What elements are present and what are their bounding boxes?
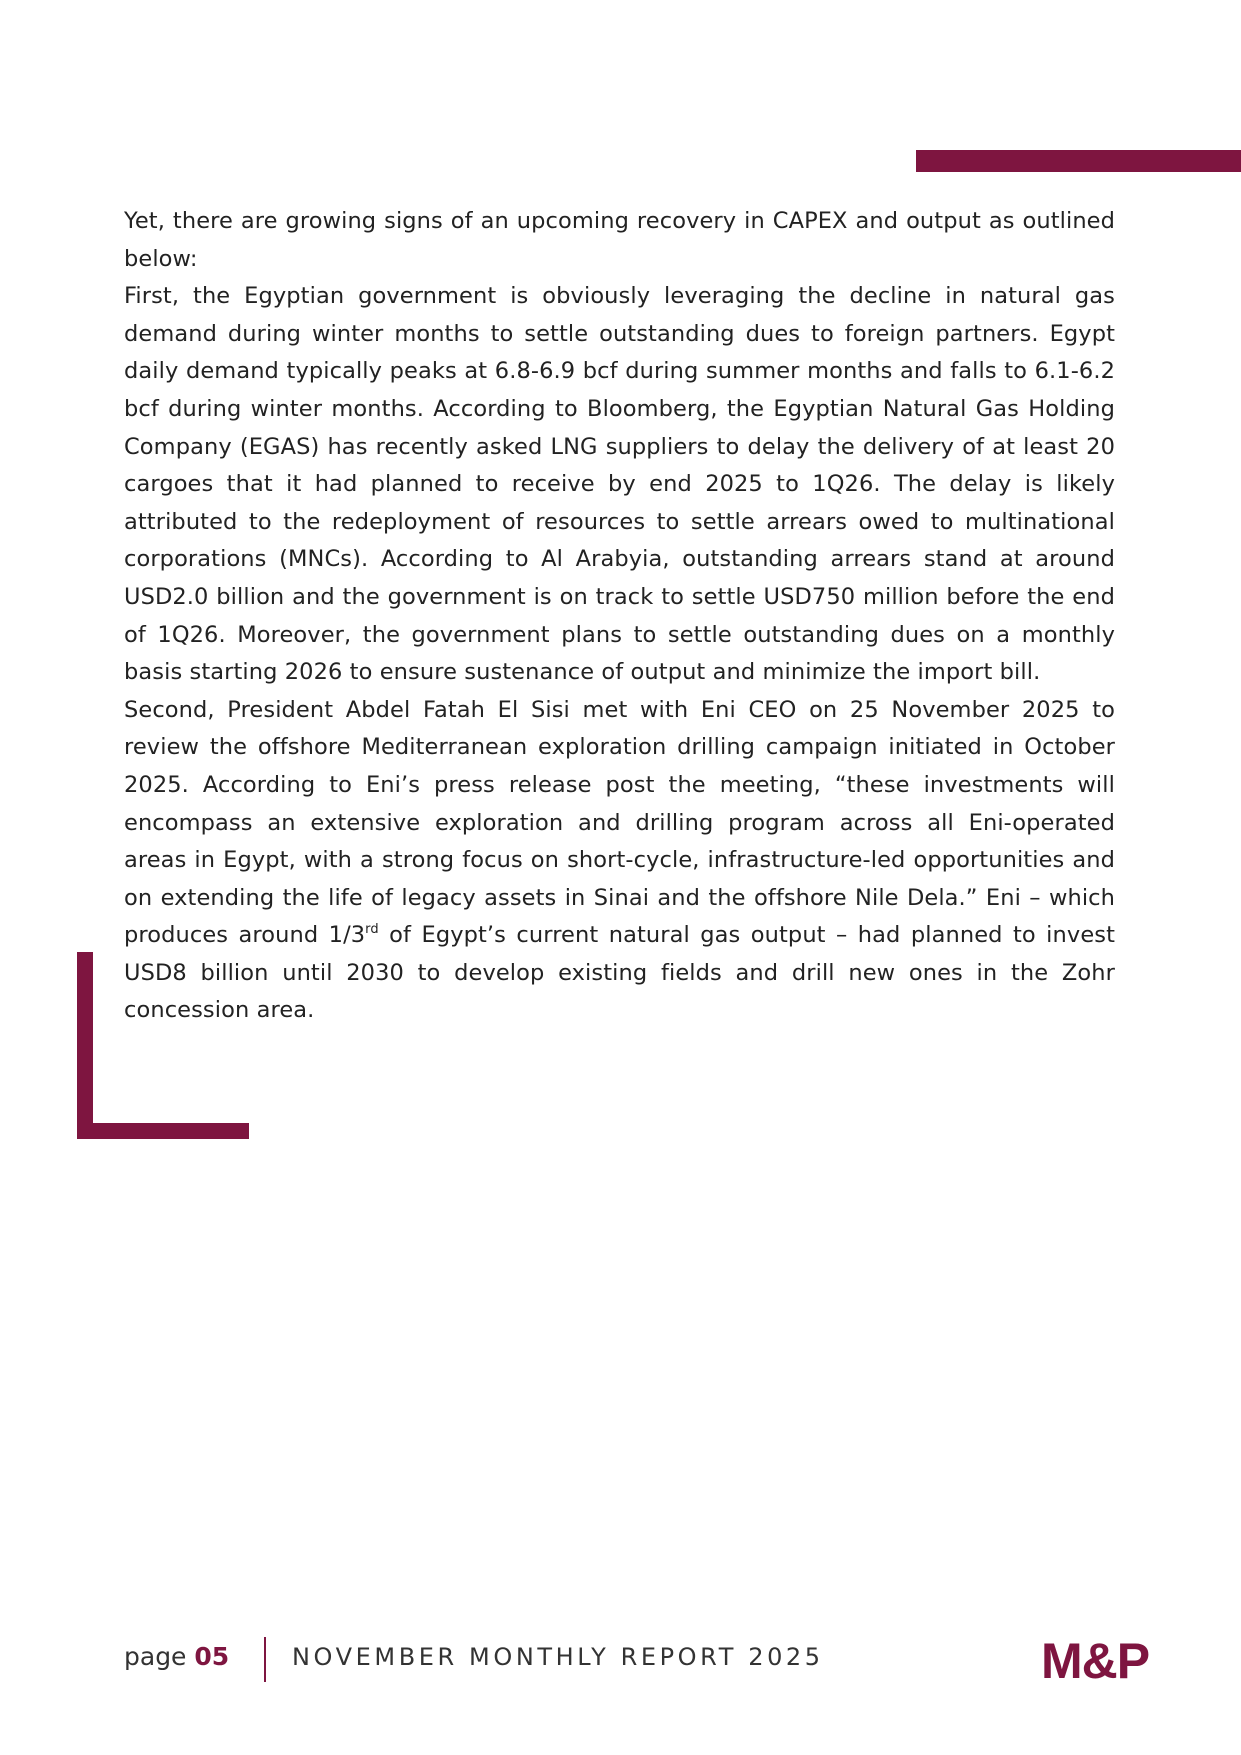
page-footer (124, 1632, 1194, 1689)
ordinal-superscript: rd (365, 922, 379, 938)
paragraph-second-point (124, 692, 1115, 1030)
company-logo: M&P (1041, 1633, 1150, 1689)
footer-divider (264, 1637, 266, 1682)
corner-bracket-horizontal (77, 1123, 249, 1139)
page-number: 05 (194, 1642, 230, 1671)
report-title: NOVEMBER MONTHLY REPORT 2025 (292, 1643, 824, 1671)
paragraph-first-point: First, the Egyptian government is obviously leveraging the decline in natural gas demand during winter months to settle outstanding dues to foreign partners. Egypt daily demand typically peaks at 6.8-6.9 bcf during summer months and falls to 6.1-6.2 bcf during winter months. According to Bloomberg, the Egyptian Natural Gas Holding Company (EGAS) has recently asked LNG suppliers to delay the delivery of at least 20 cargoes that it had planned to receive by end 2025 to 1Q26. The delay is likely attributed to the redeployment of resources to settle arrears owed to multinational corporations (MNCs). According to Al Arabyia, outstanding arrears stand at around USD2.0 billion and the government is on track to settle USD750 million before the end of 1Q26. Moreover, the government plans to settle outstanding dues on a monthly basis starting 2026 to ensure sustenance of output and minimize the import bill. (124, 283, 1115, 686)
paragraph-second-point-text: Second, President Abdel Fatah El Sisi met with Eni CEO on 25 November 2025 to review the offshore Mediterranean exploration drilling campaign initiated in October 2025. According to Eni’s press release post the meeting, “these investments will encompass an extensive exploration and drilling program across all Eni-operated areas in Egypt, with a strong focus on short-cycle, infrastructure-led opportunities and on extending the life of legacy assets in Sinai and the offshore Nile Dela.” Eni – which produces around 1/3 (124, 696, 1115, 949)
top-accent-bar (916, 150, 1241, 172)
paragraph-second-point-text-end: of Egypt’s current natural gas output – had planned to invest USD8 billion until 2030 to develop existing fields and drill new ones in the Zohr concession area. (124, 922, 1116, 1024)
paragraph-intro: Yet, there are growing signs of an upcoming recovery in CAPEX and output as outlined below: (124, 208, 1115, 272)
page-indicator (124, 1642, 229, 1671)
page-prefix: page (124, 1642, 195, 1671)
body-text (124, 203, 1115, 1030)
corner-bracket-vertical (77, 952, 93, 1139)
